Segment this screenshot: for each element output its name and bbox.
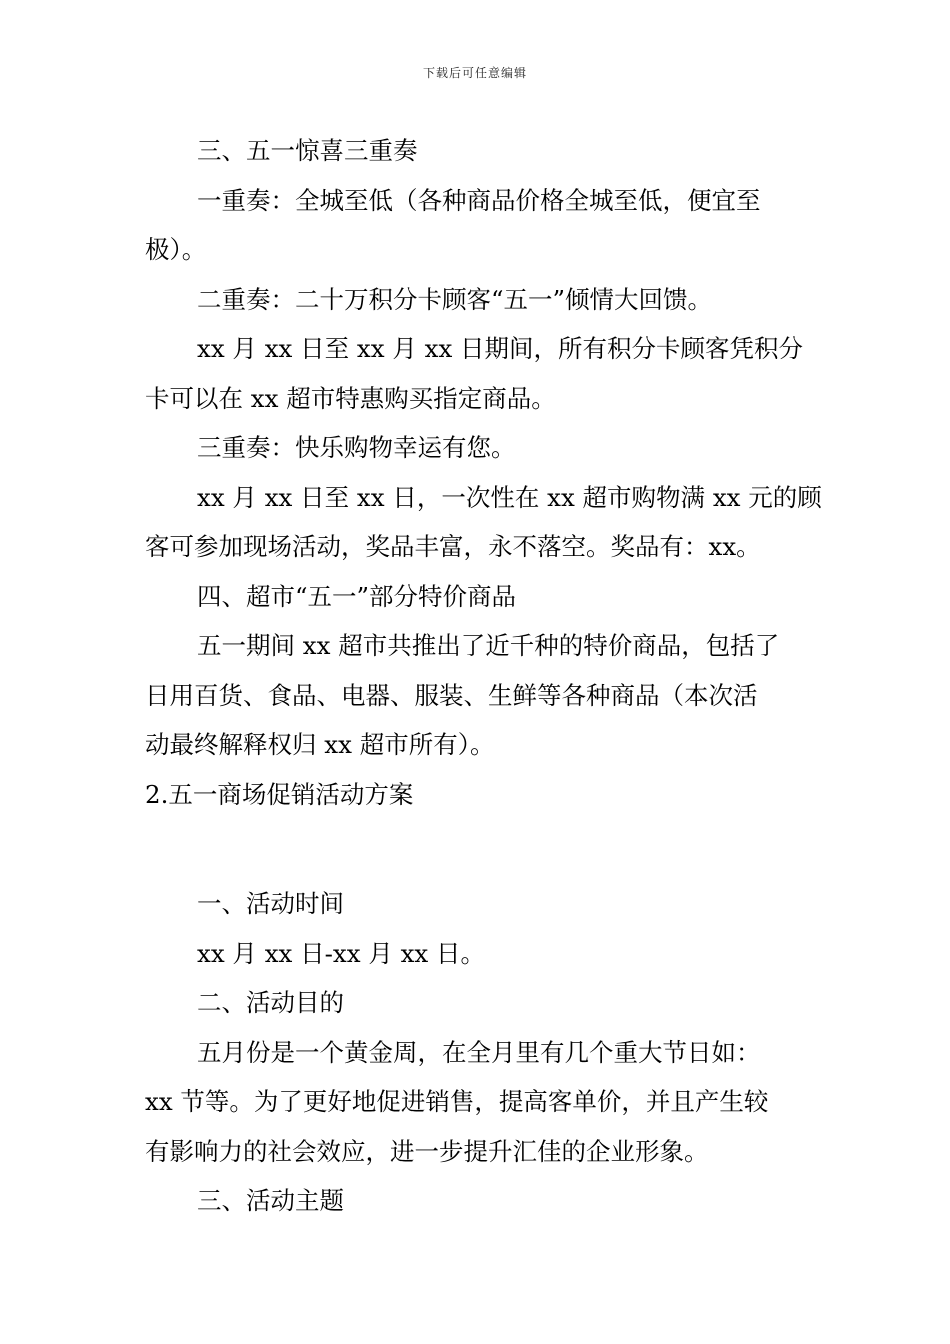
section-heading: 二、活动目的 (197, 988, 344, 1017)
paragraph-line: 三重奏：快乐购物幸运有您。 (197, 433, 516, 462)
section-heading: 三、五一惊喜三重奏 (197, 136, 418, 165)
paragraph-line: xx 节等。为了更好地促进销售，提高客单价，并且产生较 (145, 1087, 769, 1116)
paragraph-line: 有影响力的社会效应，进一步提升汇佳的企业形象。 (145, 1136, 709, 1166)
paragraph-line: 日用百货、食品、电器、服装、生鲜等各种商品（本次活 (145, 680, 758, 710)
paragraph-line: 卡可以在 xx 超市特惠购买指定商品。 (145, 383, 556, 413)
section-heading: 三、活动主题 (197, 1186, 344, 1215)
paragraph-line: 一重奏：全城至低（各种商品价格全城至低，便宜至 (197, 185, 761, 215)
paragraph-line: 五一期间 xx 超市共推出了近千种的特价商品，包括了 (197, 631, 780, 660)
paragraph-line: xx 月 xx 日至 xx 月 xx 日期间，所有积分卡顾客凭积分 (197, 334, 804, 363)
paragraph-line: 二重奏：二十万积分卡顾客“五一”倾情大回馈。 (197, 284, 713, 314)
spacer (145, 819, 809, 879)
paragraph-line: 动最终解释权归 xx 超市所有）。 (145, 730, 495, 759)
paragraph-line: 极）。 (145, 235, 207, 264)
page-header-note: 下载后可任意编辑 (422, 66, 527, 80)
paragraph-line: 五月份是一个黄金周，在全月里有几个重大节日如： (197, 1037, 761, 1067)
document-body (145, 126, 822, 1226)
paragraph-line: xx 月 xx 日至 xx 日，一次性在 xx 超市购物满 xx 元的顾 (197, 482, 822, 512)
section-heading: 四、超市“五一”部分特价商品 (197, 581, 517, 611)
paragraph-line: xx 月 xx 日-xx 月 xx 日。 (197, 938, 486, 968)
paragraph-line: 客可参加现场活动，奖品丰富，永不落空。奖品有：xx。 (145, 532, 761, 561)
section-heading: 一、活动时间 (197, 889, 344, 918)
document-title: 2.五一商场促销活动方案 (145, 779, 414, 809)
